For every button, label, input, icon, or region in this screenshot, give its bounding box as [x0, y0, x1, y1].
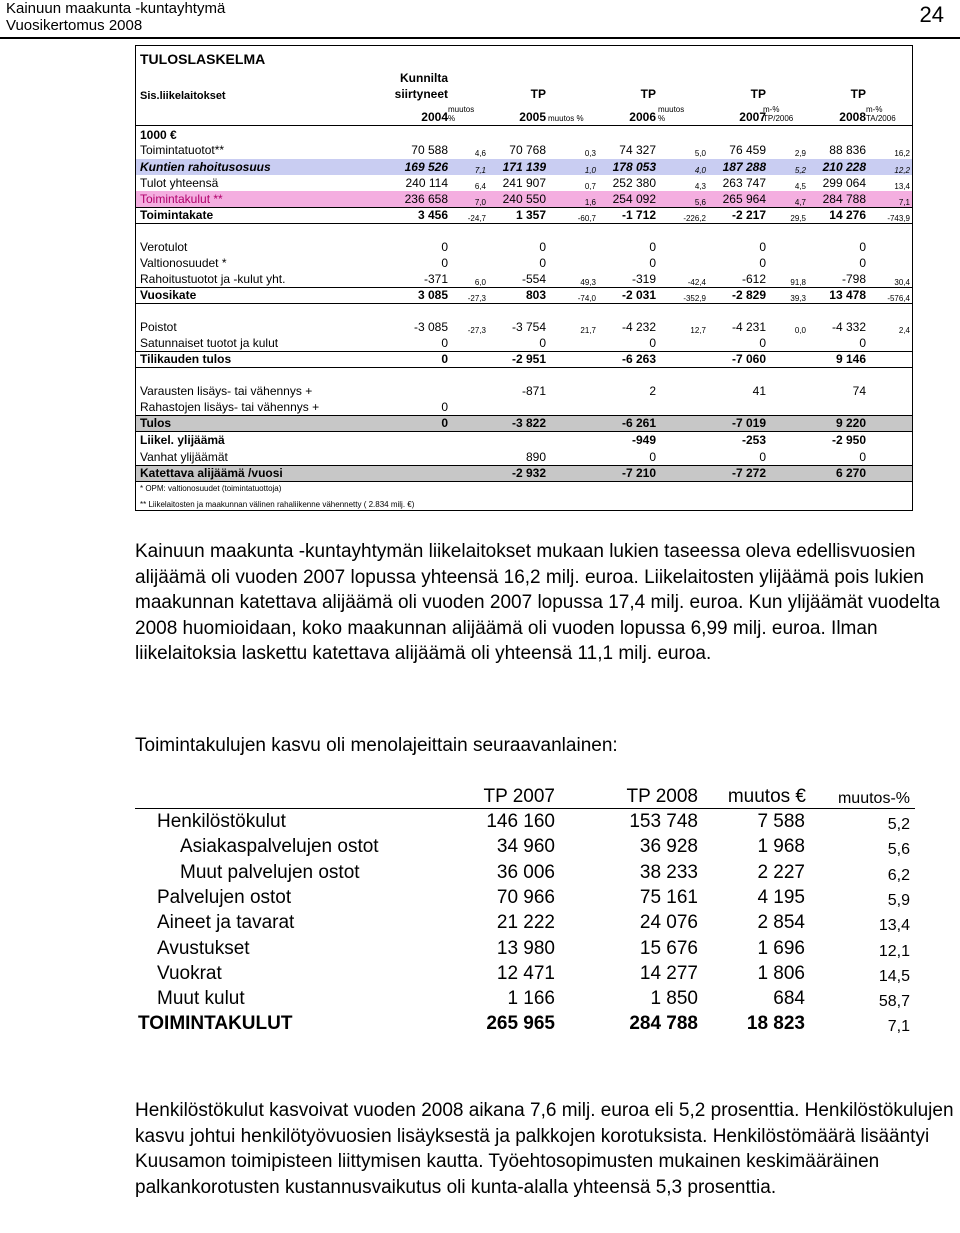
- value-cell-v2004: 0: [441, 240, 448, 254]
- pct-cell-p2: -74,0: [577, 294, 596, 303]
- cost-row-tp2008: 75 161: [639, 886, 698, 908]
- cost-row-pct: 13,4: [878, 917, 910, 935]
- value-cell-v2006: -7 210: [621, 466, 656, 480]
- value-cell-v2006: 254 092: [612, 192, 656, 206]
- pct-cell-p5: 30,4: [894, 278, 910, 287]
- value-cell-v2006: -319: [631, 272, 656, 286]
- value-cell-v2004: 0: [441, 400, 448, 414]
- row-label: Satunnaiset tuotot ja kulut: [140, 336, 279, 350]
- row-rule: [136, 431, 912, 432]
- col-head-y2008: 2008: [839, 110, 866, 124]
- col-head-muutos-mid: muutos %: [548, 114, 584, 123]
- pct-cell-p1: -24,7: [467, 214, 486, 223]
- value-cell-v2007: 187 288: [722, 160, 766, 174]
- value-cell-v2007: 0: [759, 336, 766, 350]
- value-cell-v2005: -3 822: [511, 416, 546, 430]
- value-cell-v2004: 3 456: [417, 208, 448, 222]
- document-header: [6, 0, 225, 34]
- pct-cell-p3: -352,9: [683, 294, 706, 303]
- value-cell-v2004: 0: [441, 416, 448, 430]
- cost-row-pct: 58,7: [878, 993, 910, 1011]
- value-cell-v2005: -2 932: [511, 466, 546, 480]
- value-cell-v2008: 0: [859, 336, 866, 350]
- value-cell-v2007: -612: [741, 272, 766, 286]
- row-label: Toimintatuotot**: [140, 143, 225, 157]
- pct-cell-p4: 4,5: [794, 182, 806, 191]
- organization-name: Kainuun maakunta -kuntayhtymä: [6, 0, 226, 17]
- pct-cell-p3: 4,3: [694, 182, 706, 191]
- pct-cell-p2: 0,7: [584, 182, 596, 191]
- cost-row-label: Muut kulut: [157, 988, 245, 1010]
- header-rule: [0, 37, 960, 39]
- pct-cell-p4: 39,3: [790, 294, 806, 303]
- pct-cell-p5: 7,1: [898, 198, 910, 207]
- value-cell-v2005: 0: [539, 336, 546, 350]
- cost-row-pct: 7,1: [887, 1018, 910, 1036]
- cost-row-tp2008: 284 788: [629, 1013, 698, 1035]
- value-cell-v2004: 70 588: [411, 143, 448, 157]
- row-label: Toimintakulut **: [140, 192, 223, 206]
- paragraph-personnel: Henkilöstökulut kasvoivat vuoden 2008 aikana 7,6 milj. euroa eli 5,2 prosenttia. Henkilöstökulujen kasvu johtui henkilötyövuosien lisäyksestä ja palkkojen korotuksista. Henkilöstömäärä lisääntyi Kuusamon toimipisteen liittymisen kautta. Työehtosopimusten mukainen keskimääräinen palkankorotusten kustannusvaikutus oli kunta-alalla yhteensä 5,3 prosenttia.: [135, 1100, 954, 1198]
- value-cell-v2007: 41: [752, 384, 766, 398]
- value-cell-v2007: 0: [759, 256, 766, 270]
- value-cell-v2005: 890: [525, 450, 546, 464]
- value-cell-v2008: 13 478: [829, 288, 866, 302]
- pct-cell-p2: -60,7: [577, 214, 596, 223]
- value-cell-v2007: 76 459: [729, 143, 766, 157]
- cost-row-tp2008: 38 233: [639, 861, 698, 883]
- cost-row-pct: 5,2: [887, 816, 910, 833]
- value-cell-v2008: 6 270: [835, 466, 866, 480]
- value-cell-v2007: -4 231: [731, 320, 766, 334]
- cost-row-tp2007: 21 222: [496, 912, 555, 934]
- cost-row-pct: 14,5: [878, 967, 910, 985]
- col-head-muutos-a: muutos: [448, 105, 475, 114]
- cost-row-label: Aineet ja tavarat: [157, 912, 295, 934]
- value-cell-v2007: -2 217: [731, 208, 766, 222]
- row-label: Vanhat ylijäämät: [140, 450, 228, 464]
- pct-cell-p5: 16,2: [894, 149, 910, 158]
- value-cell-v2006: -6 263: [621, 352, 656, 366]
- col-head-y2004: 2004: [421, 110, 448, 124]
- pct-cell-p2: 1,0: [584, 166, 596, 175]
- value-cell-v2007: -253: [741, 433, 766, 447]
- value-cell-v2004: 236 658: [404, 192, 448, 206]
- value-cell-v2006: 74 327: [619, 143, 656, 157]
- value-cell-v2007: -2 829: [731, 288, 766, 302]
- pct-cell-p2: 49,3: [580, 278, 596, 287]
- cost-row-muutos: 684: [773, 988, 805, 1010]
- pct-cell-p3: 5,0: [694, 149, 706, 158]
- cost-row-muutos: 7 588: [757, 811, 805, 832]
- col-head-tp2008: TP: [850, 87, 866, 101]
- cost-header-muutos-pct: muutos-%: [837, 790, 910, 807]
- pct-cell-p4: 91,8: [790, 278, 806, 287]
- value-cell-v2005: -2 951: [511, 352, 546, 366]
- pct-cell-p1: 6,4: [474, 182, 486, 191]
- header-divider: [136, 125, 912, 126]
- col-head-mpct2: m-%: [866, 105, 883, 114]
- col-head-tp2005: TP: [530, 87, 546, 101]
- cost-row-tp2007: 34 960: [496, 836, 555, 858]
- col-head-pct-c: %: [658, 114, 666, 123]
- income-statement-table: [135, 45, 913, 511]
- cost-row-tp2007: 13 980: [496, 937, 555, 959]
- row-label: Katettava alijäämä /vuosi: [140, 466, 283, 480]
- value-cell-v2005: 0: [539, 240, 546, 254]
- value-cell-v2008: 88 836: [829, 143, 866, 157]
- value-cell-v2006: -4 232: [621, 320, 656, 334]
- cost-row-tp2007: 36 006: [496, 861, 555, 883]
- cost-header-tp2008: TP 2008: [626, 786, 698, 807]
- col-head-mpct1b: TP/2006: [763, 114, 794, 123]
- value-cell-v2008: 0: [859, 256, 866, 270]
- value-cell-v2008: -2 950: [831, 433, 866, 447]
- pct-cell-p5: 2,4: [898, 326, 910, 335]
- value-cell-v2004: 0: [441, 256, 448, 270]
- pct-cell-p3: -226,2: [683, 214, 706, 223]
- cost-row-tp2007: 70 966: [496, 886, 555, 908]
- row-label: Rahoitustuotot ja -kulut yht.: [140, 272, 286, 286]
- row-label: Liikel. ylijäämä: [140, 433, 225, 447]
- value-cell-v2008: 9 220: [835, 416, 866, 430]
- cost-row-tp2008: 15 676: [639, 937, 698, 959]
- value-cell-v2005: -3 754: [511, 320, 546, 334]
- value-cell-v2004: 169 526: [404, 160, 448, 174]
- value-cell-v2007: -7 060: [731, 352, 766, 366]
- cost-row-label: TOIMINTAKULUT: [138, 1013, 293, 1035]
- cost-row-muutos: 4 195: [757, 886, 805, 908]
- pct-cell-p3: 12,7: [690, 326, 706, 335]
- pct-cell-p4: 29,5: [790, 214, 806, 223]
- value-cell-v2008: 299 064: [822, 176, 866, 190]
- pct-cell-p2: 1,6: [584, 198, 596, 207]
- cost-row-label: Henkilöstökulut: [157, 811, 286, 832]
- value-cell-v2006: 0: [649, 336, 656, 350]
- value-cell-v2004: 0: [441, 336, 448, 350]
- cost-row-tp2008: 153 748: [629, 811, 698, 832]
- pct-cell-p1: 4,6: [474, 149, 486, 158]
- pct-cell-p2: 21,7: [580, 326, 596, 335]
- pct-cell-p1: -27,3: [467, 326, 486, 335]
- value-cell-v2008: -798: [841, 272, 866, 286]
- cost-row-label: Asiakaspalvelujen ostot: [180, 836, 379, 858]
- value-cell-v2008: 0: [859, 450, 866, 464]
- value-cell-v2008: 210 228: [822, 160, 866, 174]
- cost-row-label: Vuokrat: [157, 962, 222, 984]
- value-cell-v2008: 9 146: [835, 352, 866, 366]
- cost-row-muutos: 2 854: [757, 912, 805, 934]
- cost-row-muutos: 2 227: [757, 861, 805, 883]
- value-cell-v2007: -7 019: [731, 416, 766, 430]
- pct-cell-p4: 5,2: [794, 166, 806, 175]
- col-head-kunnilta: Kunnilta: [400, 71, 448, 85]
- pct-cell-p5: 12,2: [894, 166, 910, 175]
- value-cell-v2006: -2 031: [621, 288, 656, 302]
- col-head-y2005: 2005: [519, 110, 546, 124]
- pct-cell-p4: 4,7: [794, 198, 806, 207]
- col-head-mpct1: m-%: [763, 105, 780, 114]
- value-cell-v2006: -6 261: [621, 416, 656, 430]
- value-cell-v2005: 70 768: [509, 143, 546, 157]
- col-head-y2006: 2006: [629, 110, 656, 124]
- value-cell-v2004: -371: [423, 272, 448, 286]
- col-head-siirtyneet: siirtyneet: [394, 87, 448, 101]
- pct-cell-p4: 0,0: [794, 326, 806, 335]
- report-title: Vuosikertomus 2008: [6, 17, 143, 34]
- row-label: Valtionosuudet *: [140, 256, 227, 270]
- value-cell-v2006: 178 053: [612, 160, 656, 174]
- value-cell-v2007: 0: [759, 240, 766, 254]
- pct-cell-p3: 5,6: [694, 198, 706, 207]
- cost-row-pct: 6,2: [887, 866, 910, 884]
- pct-cell-p1: 7,1: [474, 166, 486, 175]
- cost-row-pct: 12,1: [878, 942, 910, 960]
- cost-row-tp2008: 36 928: [639, 836, 698, 858]
- pct-cell-p4: 2,9: [794, 149, 806, 158]
- cost-row-tp2008: 14 277: [639, 962, 698, 984]
- value-cell-v2006: 2: [649, 384, 656, 398]
- row-label: Rahastojen lisäys- tai vähennys +: [140, 400, 320, 414]
- cost-header-muutos: muutos €: [727, 786, 806, 807]
- cost-row-label: Avustukset: [157, 937, 250, 959]
- pct-cell-p3: -42,4: [687, 278, 706, 287]
- pct-cell-p1: 7,0: [474, 198, 486, 207]
- cost-header-tp2007: TP 2007: [483, 786, 555, 807]
- value-cell-v2006: 0: [649, 240, 656, 254]
- value-cell-v2008: -4 332: [831, 320, 866, 334]
- value-cell-v2007: -7 272: [731, 466, 766, 480]
- cost-row-tp2007: 12 471: [496, 962, 555, 984]
- pct-cell-p5: -576,4: [887, 294, 910, 303]
- value-cell-v2004: 3 085: [417, 288, 448, 302]
- value-cell-v2006: 252 380: [612, 176, 656, 190]
- cost-row-muutos: 18 823: [746, 1013, 805, 1035]
- value-cell-v2005: 240 550: [502, 192, 546, 206]
- table-title: TULOSLASKELMA: [140, 51, 266, 67]
- cost-row-label: Palvelujen ostot: [157, 886, 292, 908]
- value-cell-v2005: 171 139: [502, 160, 546, 174]
- value-cell-v2008: 284 788: [822, 192, 866, 206]
- unit-label: 1000 €: [140, 128, 177, 142]
- value-cell-v2008: 74: [852, 384, 866, 398]
- row-label: Tulot yhteensä: [140, 176, 219, 190]
- cost-row-tp2008: 24 076: [639, 912, 698, 934]
- row-rule: [136, 367, 912, 368]
- value-cell-v2005: 803: [525, 288, 546, 302]
- cost-row-tp2007: 265 965: [486, 1013, 555, 1035]
- pct-cell-p5: -743,9: [887, 214, 910, 223]
- cost-row-tp2007: 146 160: [486, 811, 555, 832]
- value-cell-v2005: 1 357: [515, 208, 546, 222]
- pct-cell-p3: 4,0: [694, 166, 706, 175]
- cost-row-muutos: 1 968: [757, 836, 805, 858]
- value-cell-v2006: -1 712: [621, 208, 656, 222]
- value-cell-v2005: -554: [521, 272, 546, 286]
- value-cell-v2006: -949: [631, 433, 656, 447]
- table-subtitle: Sis.liikelaitokset: [140, 90, 226, 102]
- row-label: Verotulot: [140, 240, 188, 254]
- page-number: 24: [919, 2, 944, 27]
- value-cell-v2007: 265 964: [722, 192, 766, 206]
- value-cell-v2005: 0: [539, 256, 546, 270]
- col-head-y2007: 2007: [739, 110, 766, 124]
- cost-row-label: Muut palvelujen ostot: [180, 861, 360, 883]
- row-label: Vuosikate: [140, 288, 197, 302]
- value-cell-v2007: 0: [759, 450, 766, 464]
- cost-row-pct: 5,6: [887, 841, 910, 859]
- value-cell-v2008: 14 276: [829, 208, 866, 222]
- cost-row-muutos: 1 806: [757, 962, 805, 984]
- value-cell-v2004: 240 114: [405, 176, 448, 190]
- pct-cell-p1: -27,3: [467, 294, 486, 303]
- value-cell-v2005: 241 907: [502, 176, 546, 190]
- col-head-tp2006: TP: [640, 87, 656, 101]
- footnote: * OPM: valtionosuudet (toimintatuottoja): [140, 484, 282, 493]
- cost-table-rule: [135, 808, 915, 809]
- value-cell-v2007: 263 747: [722, 176, 766, 190]
- col-head-muutos-c: muutos: [658, 105, 685, 114]
- cost-row-tp2007: 1 166: [507, 988, 555, 1010]
- row-label: Tulos: [140, 416, 172, 430]
- pct-cell-p2: 0,3: [584, 149, 596, 158]
- col-head-mpct2b: TA/2006: [866, 114, 896, 123]
- value-cell-v2004: 0: [441, 352, 448, 366]
- row-label: Varausten lisäys- tai vähennys +: [140, 384, 313, 398]
- value-cell-v2004: -3 085: [413, 320, 448, 334]
- row-label: Kuntien rahoitusosuus: [140, 160, 271, 174]
- col-head-tp2007: TP: [750, 87, 766, 101]
- value-cell-v2008: 0: [859, 240, 866, 254]
- pct-cell-p1: 6,0: [474, 278, 486, 287]
- footnote: ** Liikelaitosten ja maakunnan välinen rahaliikenne vähennetty ( 2.834 milj. €): [140, 500, 415, 509]
- value-cell-v2006: 0: [649, 256, 656, 270]
- paragraph-deficit: Kainuun maakunta -kuntayhtymän liikelaitokset mukaan lukien taseessa oleva edellisvuosien alijäämä oli vuoden 2007 lopussa yhteensä 16,2 milj. euroa. Liikelaitosten ylijäämä pois lukien maakunnan katettava alijäämä oli vuoden 2007 lopussa 17,4 milj. euroa. Kun ylijäämät vuodelta 2008 huomioidaan, koko maakunnan alijäämä oli vuoden lopussa 6,99 milj. euroa. Ilman liikelaitoksia laskettu katettava alijäämä oli yhteensä 11,1 milj. euroa.: [135, 541, 940, 664]
- col-head-pct-a: %: [448, 114, 456, 123]
- pct-cell-p5: 13,4: [894, 182, 910, 191]
- value-cell-v2006: 0: [649, 450, 656, 464]
- value-cell-v2005: -871: [521, 384, 546, 398]
- cost-row-tp2008: 1 850: [650, 988, 698, 1010]
- row-label: Toimintakate: [140, 208, 214, 222]
- paragraph-cost-intro: Toimintakulujen kasvu oli menolajeittain seuraavanlainen:: [135, 735, 618, 756]
- cost-row-muutos: 1 696: [757, 937, 805, 959]
- row-label: Tilikauden tulos: [140, 352, 232, 366]
- cost-row-pct: 5,9: [887, 891, 910, 909]
- row-label: Poistot: [140, 320, 177, 334]
